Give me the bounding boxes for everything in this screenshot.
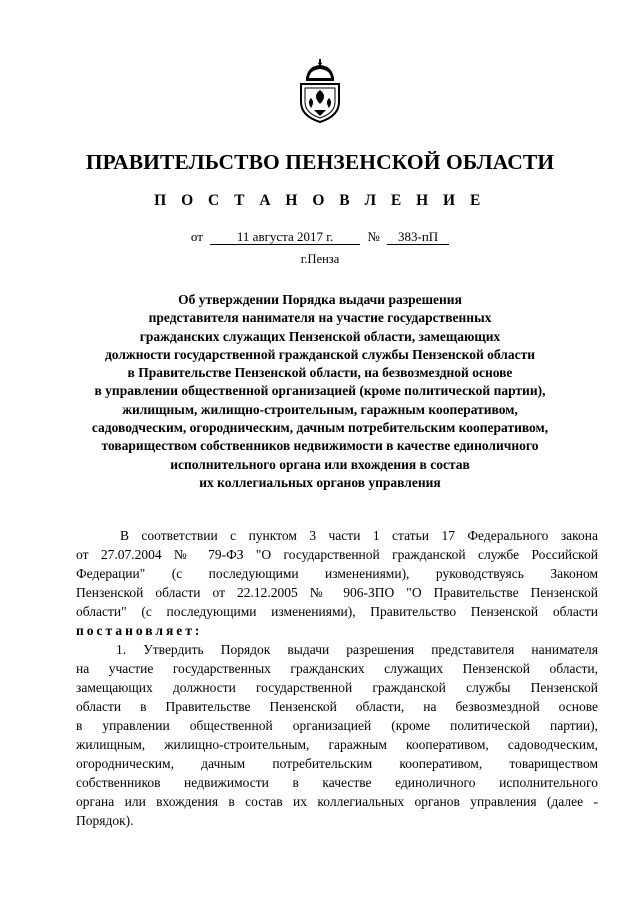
subject-line: Об утверждении Порядка выдачи разрешения bbox=[178, 292, 462, 307]
number-prefix: № bbox=[367, 229, 380, 244]
document-type: П О С Т А Н О В Л Е Н И Е bbox=[154, 192, 486, 209]
date-prefix: от bbox=[190, 229, 203, 244]
item-1-line: 1. Утвердить Порядок выдачи разрешения представителя нанимателя bbox=[116, 642, 598, 657]
subject-line: жилищным, жилищно-строительным, гаражным кооперативом, bbox=[122, 401, 518, 417]
subject-line: товариществом собственников недвижимости в качестве единоличного bbox=[101, 438, 539, 454]
subject-line: представителя нанимателя на участие государственных bbox=[148, 310, 492, 326]
subject-line: в управлении общественной организацией (кроме политической партии), bbox=[94, 383, 546, 399]
resolves-word: постановляет: bbox=[76, 623, 203, 638]
subject-line: садоводческим, огородническим, дачным потребительским кооперативом, bbox=[91, 420, 549, 436]
subject-line: в Правительстве Пензенской области, на безвозмездной основе bbox=[127, 365, 513, 381]
item-1-line: замещающих должности государственной гражданской службы Пензенской bbox=[76, 680, 598, 695]
item-1-line: области в Правительстве Пензенской области, на безвозмездной основе bbox=[76, 699, 598, 714]
item-1-line: жилищным, жилищно-строительным, гаражным кооперативом, садоводческим, bbox=[76, 737, 598, 752]
item-1-line: Порядок). bbox=[76, 813, 134, 828]
item-1-line: огородническим, дачным потребительским кооперативом, товариществом bbox=[76, 756, 598, 771]
document-number: 383-пП bbox=[387, 230, 449, 245]
preamble-line: В соответствии с пунктом 3 части 1 статьи 17 Федерального закона bbox=[120, 528, 598, 543]
preamble-line: области" (с последующими изменениями), Правительство Пензенской области bbox=[76, 604, 598, 619]
item-1-line: в управлении общественной организацией (кроме политической партии), bbox=[76, 718, 598, 733]
preamble-line: от 27.07.2004 № 79-ФЗ "О государственной гражданской службе Российской bbox=[76, 547, 598, 562]
item-1-line: собственников недвижимости в качестве единоличного исполнительного bbox=[76, 775, 598, 790]
subject-line: гражданских служащих Пензенской области, замещающих bbox=[139, 328, 501, 344]
document-meta bbox=[0, 229, 640, 245]
document-subject bbox=[0, 291, 640, 492]
subject-line: исполнительного органа или вхождения в состав bbox=[170, 456, 470, 472]
penza-coat-of-arms-icon bbox=[298, 58, 342, 124]
document-date: 11 августа 2017 г. bbox=[210, 230, 360, 245]
preamble-line: Федерации" (с последующими изменениями), руководствуясь Законом bbox=[76, 566, 598, 581]
item-1-line: на участие государственных гражданских служащих Пензенской области, bbox=[76, 661, 598, 676]
government-title: ПРАВИТЕЛЬСТВО ПЕНЗЕНСКОЙ ОБЛАСТИ bbox=[85, 150, 555, 174]
subject-line: их коллегиальных органов управления bbox=[199, 474, 441, 490]
document-body bbox=[76, 526, 598, 830]
item-1-line: органа или вхождения в состав их коллегиальных органов управления (далее - bbox=[76, 794, 598, 809]
preamble-line: Пензенской области от 22.12.2005 № 906-ЗПО "О Правительстве Пензенской bbox=[76, 585, 598, 600]
city: г.Пенза bbox=[300, 252, 340, 266]
subject-line: должности государственной гражданской службы Пензенской области bbox=[104, 346, 536, 362]
